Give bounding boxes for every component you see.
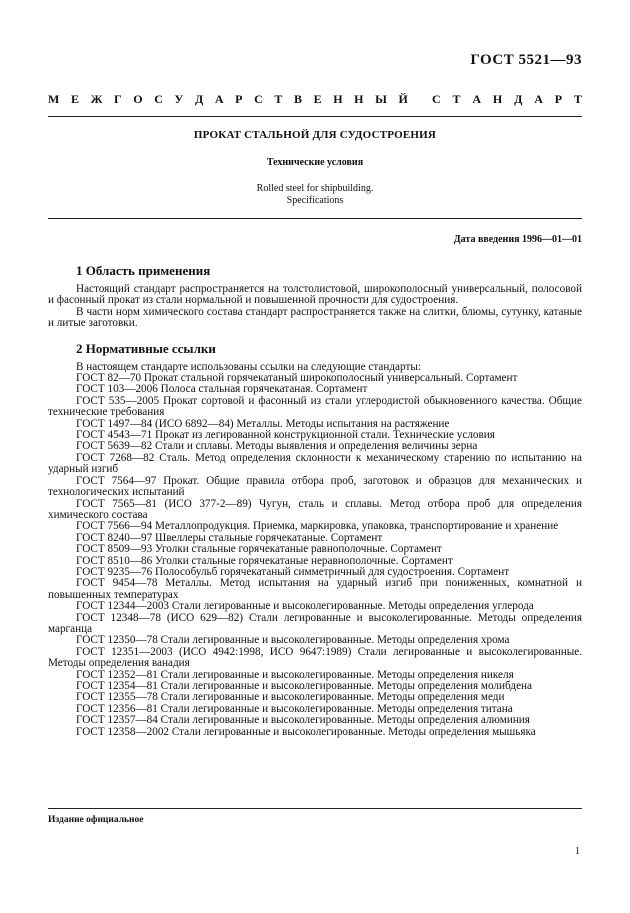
reference-item: ГОСТ 535—2005 Прокат сортовой и фасонный из стали углеродистой обыкновенного качества. Общие технические требования — [48, 394, 582, 419]
english-title-line: Specifications — [286, 195, 344, 206]
section-heading-references: 2 Нормативные ссылки — [76, 340, 216, 356]
section-heading-scope: 1 Область применения — [76, 263, 211, 278]
footer-divider — [48, 808, 582, 809]
reference-item: ГОСТ 12350—78 Стали легированные и высоколегированные. Методы определения хрома — [76, 634, 510, 647]
reference-item: ГОСТ 12354—81 Стали легированные и высоколегированные. Методы определения молибдена — [76, 680, 533, 692]
reference-item: ГОСТ 82—70 Прокат стальной горячекатаный широкополосный универсальный. Сортамент — [76, 372, 518, 385]
title-divider — [48, 218, 582, 219]
english-title — [48, 183, 582, 207]
reference-item: ГОСТ 12351—2003 (ИСО 4942:1998, ИСО 9647:1989) Стали легированные и высоколегированные. Методы определения ванадия — [48, 645, 582, 670]
reference-item: ГОСТ 9454—78 Металлы. Метод испытания на ударный изгиб при пониженных, комнатной и повышенных температурах — [48, 577, 582, 601]
references-list — [48, 373, 582, 738]
reference-item: ГОСТ 12352—81 Стали легированные и высоколегированные. Методы определения никеля — [76, 668, 514, 681]
reference-item: ГОСТ 12348—78 (ИСО 629—82) Стали легированные и высоколегированные. Методы определения марганца — [48, 611, 582, 635]
interstate-standard-banner — [48, 92, 582, 107]
standard-number: ГОСТ 5521—93 — [470, 52, 582, 68]
page-number: 1 — [575, 846, 580, 857]
reference-item: ГОСТ 4543—71 Прокат из легированной конструкционной стали. Технические условия — [76, 429, 495, 442]
top-divider — [48, 116, 582, 117]
reference-item: ГОСТ 8240—97 Швеллеры стальные горячекатаные. Сортамент — [76, 531, 383, 544]
document-subtitle: Технические условия — [266, 157, 364, 168]
reference-item: ГОСТ 12358—2002 Стали легированные и высоколегированные. Методы определения мышьяка — [76, 725, 536, 738]
references-intro: В настоящем стандарте использованы ссылки на следующие стандарты: — [76, 360, 421, 373]
reference-item: ГОСТ 12355—78 Стали легированные и высоколегированные. Методы определения меди — [76, 691, 505, 704]
scope-paragraph: Настоящий стандарт распространяется на толстолистовой, широкополосный универсальный, полосовой и фасонный прокат из стали нормальной и повышенной прочности для судостроения. — [48, 283, 582, 307]
reference-item: ГОСТ 7566—94 Металлопродукция. Приемка, маркировка, упаковка, транспортирование и хранение — [76, 520, 559, 533]
reference-item: ГОСТ 12344—2003 Стали легированные и высоколегированные. Методы определения углерода — [76, 600, 534, 613]
introduction-date: Дата введения 1996—01—01 — [453, 234, 582, 245]
reference-item: ГОСТ 5639—82 Стали и сплавы. Методы выявления и определения величины зерна — [76, 440, 478, 453]
reference-item: ГОСТ 9235—76 Полособульб горячекатаный симметричный для судостроения. Сортамент — [76, 565, 510, 578]
reference-item: ГОСТ 8509—93 Уголки стальные горячекатаные равнополочные. Сортамент — [76, 543, 442, 556]
reference-item: ГОСТ 12356—81 Стали легированные и высоколегированные. Методы определения титана — [76, 702, 513, 715]
official-edition-note: Издание официальное — [48, 815, 144, 825]
reference-item: ГОСТ 7268—82 Сталь. Метод определения склонности к механическому старению по испытанию на ударный изгиб — [48, 451, 582, 476]
reference-item: ГОСТ 8510—86 Уголки стальные горячекатаные неравнополочные. Сортамент — [76, 554, 453, 567]
document-body — [48, 258, 582, 738]
reference-item: ГОСТ 1497—84 (ИСО 6892—84) Металлы. Методы испытания на растяжение — [76, 417, 450, 430]
interstate-word: М Е Ж Г О С У Д А Р С Т В Е Н Н Ы Й — [48, 92, 408, 106]
reference-item: ГОСТ 12357—84 Стали легированные и высоколегированные. Методы определения алюминия — [76, 714, 530, 727]
scope-paragraph: В части норм химического состава стандарт распространяется также на слитки, блюмы, сутунку, катаные и литые заготовки. — [48, 305, 582, 330]
reference-item: ГОСТ 103—2006 Полоса стальная горячекатаная. Сортамент — [76, 383, 368, 396]
english-title-line: Rolled steel for shipbuilding. — [256, 183, 374, 194]
document-title: ПРОКАТ СТАЛЬНОЙ ДЛЯ СУДОСТРОЕНИЯ — [193, 129, 437, 141]
standard-word: С Т А Н Д А Р Т — [432, 92, 582, 106]
reference-item: ГОСТ 7564—97 Прокат. Общие правила отбора проб, заготовок и образцов для механических и технологических испытаний — [48, 474, 582, 499]
reference-item: ГОСТ 7565—81 (ИСО 377-2—89) Чугун, сталь и сплавы. Метод отбора проб для определения химического состава — [48, 497, 582, 521]
